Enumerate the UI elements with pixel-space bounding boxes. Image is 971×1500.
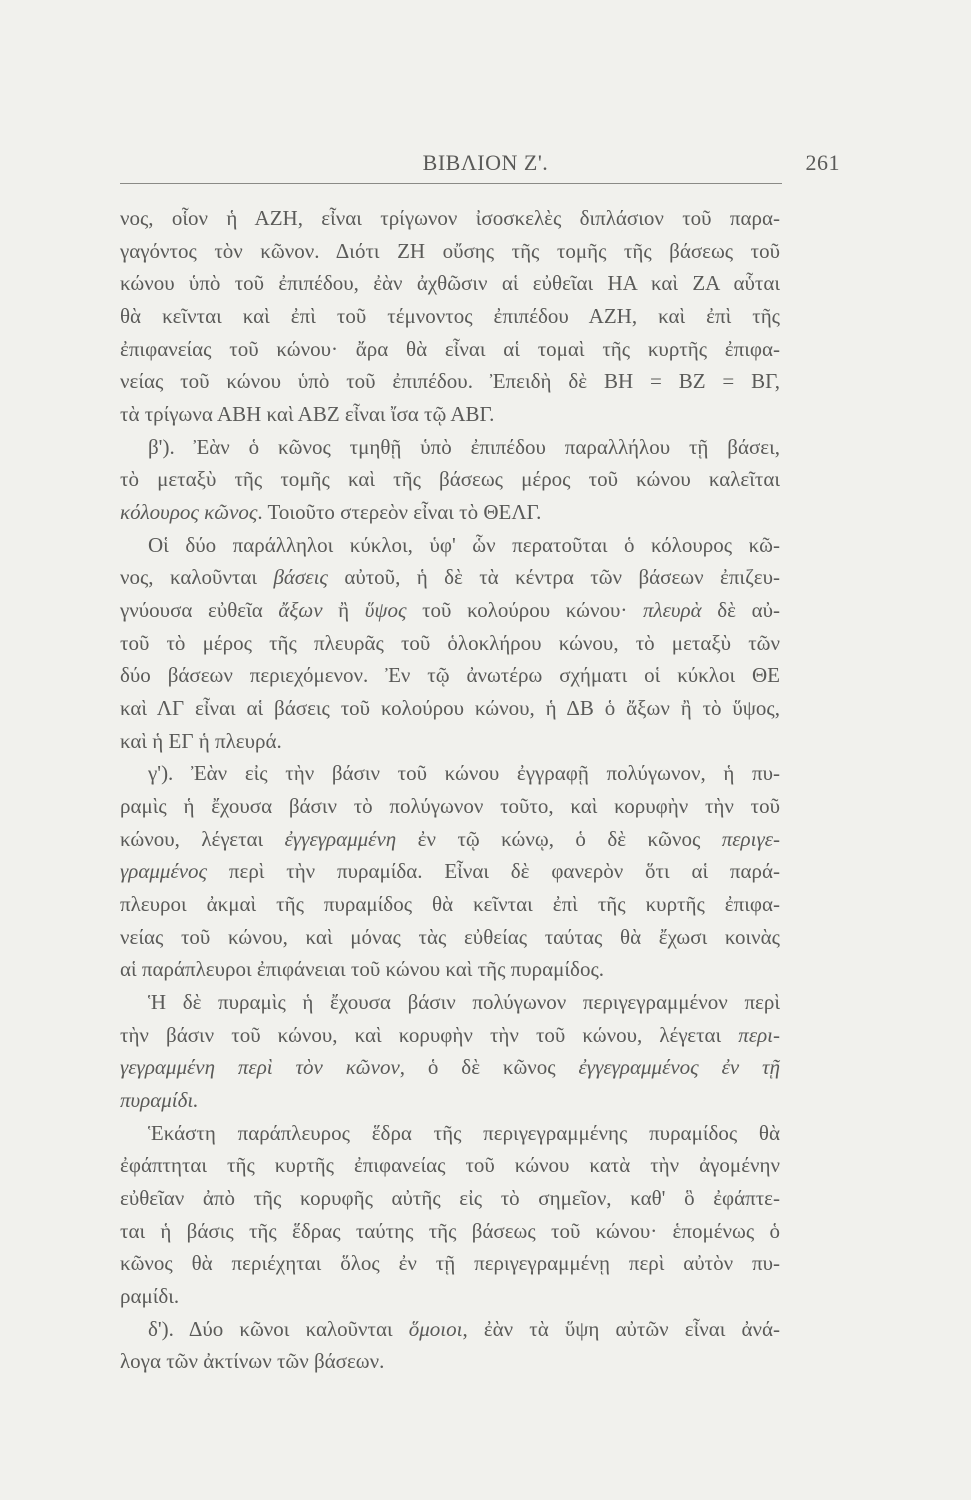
text-line bbox=[120, 1280, 780, 1312]
text-line bbox=[120, 594, 780, 626]
text-run: κῶνος θὰ περιέχηται ὅλος ἐν τῇ περιγεγραμμένῃ περὶ αὐτὸν πυ- bbox=[120, 1251, 780, 1276]
text-line bbox=[120, 692, 780, 724]
text-run: περὶ τὴν πυραμίδα. Εἶναι δὲ φανερὸν ὅτι αἱ παρά- bbox=[207, 859, 780, 884]
text-run: ἐφάπτηται τῆς κυρτῆς ἐπιφανείας τοῦ κώνου κατὰ τὴν ἀγομένην bbox=[120, 1153, 780, 1178]
text-line bbox=[120, 627, 780, 659]
text-run: ραμίδι. bbox=[120, 1284, 180, 1309]
text-run: τοῦ κολούρου κώνου· bbox=[406, 598, 644, 623]
text-run: δ'). Δύο κῶνοι καλοῦνται bbox=[148, 1316, 409, 1341]
italic-term: περιγε- bbox=[721, 826, 780, 851]
text-run: Ἡ δὲ πυραμὶς ἡ ἔχουσα βάσιν πολύγωνον περιγεγραμμένον περὶ bbox=[148, 990, 780, 1015]
text-run: γ'). Ἐὰν εἰς τὴν βάσιν τοῦ κώνου ἐγγραφῇ πολύγωνον, ἡ πυ- bbox=[148, 761, 780, 786]
italic-term: ὕψος bbox=[364, 598, 407, 623]
text-run: ἐπιφανείας τοῦ κώνου· ἄρα θὰ εἶναι αἱ τομαὶ τῆς κυρτῆς ἐπιφα- bbox=[120, 336, 780, 361]
text-run: δύο βάσεων περιεχόμενον. Ἐν τῷ ἀνωτέρω σχήματι οἱ κύκλοι ΘΕ bbox=[120, 663, 780, 688]
text-line bbox=[120, 1215, 780, 1247]
text-line bbox=[120, 855, 780, 887]
text-run: κώνου ὑπὸ τοῦ ἐπιπέδου, ἐὰν ἀχθῶσιν αἱ εὐθεῖαι ΗΑ καὶ ΖΑ αὗται bbox=[120, 271, 780, 296]
text-line bbox=[120, 333, 780, 365]
text-run: τὰ τρίγωνα ΑΒΗ καὶ ΑΒΖ εἶναι ἴσα τῷ ΑΒΓ. bbox=[120, 402, 495, 427]
text-line bbox=[148, 757, 780, 789]
text-run: νος, καλοῦνται bbox=[120, 565, 274, 590]
text-line bbox=[120, 1149, 780, 1181]
text-run: θὰ κεῖνται καὶ ἐπὶ τοῦ τέμνοντος ἐπιπέδου ΑΖΗ, καὶ ἐπὶ τῆς bbox=[120, 304, 780, 328]
text-run: ἐν τῷ κώνῳ, ὁ δὲ κῶνος bbox=[396, 826, 722, 851]
text-run: ἢ bbox=[322, 598, 365, 623]
text-line bbox=[120, 398, 780, 430]
text-line bbox=[120, 267, 780, 299]
text-line bbox=[120, 365, 780, 397]
text-line bbox=[120, 202, 780, 234]
text-line bbox=[120, 1247, 780, 1279]
text-run: , ὁ δὲ κῶνος bbox=[399, 1055, 579, 1080]
text-line bbox=[120, 953, 780, 985]
text-run: ραμὶς ἡ ἔχουσα βάσιν τὸ πολύγωνον τοῦτο, καὶ κορυφὴν τὴν τοῦ bbox=[120, 794, 780, 819]
text-line bbox=[120, 888, 780, 920]
text-run: πλευροι ἀκμαὶ τῆς πυραμίδος θὰ κεῖνται ἐπὶ τῆς κυρτῆς ἐπιφα- bbox=[120, 892, 780, 917]
italic-term: ἐγγεγραμμένος ἐν τῇ bbox=[578, 1055, 780, 1080]
text-run: λογα τῶν ἀκτίνων τῶν βάσεων. bbox=[120, 1349, 385, 1374]
text-line bbox=[120, 463, 780, 495]
italic-term: γεγραμμένη περὶ τὸν κῶνον bbox=[120, 1055, 400, 1080]
text-line bbox=[120, 496, 780, 528]
text-line bbox=[120, 1084, 780, 1116]
text-line bbox=[120, 921, 780, 953]
text-line bbox=[120, 561, 780, 593]
text-line bbox=[148, 1313, 780, 1345]
text-run: εὐθεῖαν ἀπὸ τῆς κορυφῆς αὐτῆς εἰς τὸ σημεῖον, καθ' ὃ ἐφάπτε- bbox=[120, 1186, 780, 1211]
text-line bbox=[120, 725, 780, 757]
text-run: , ἐὰν τὰ ὕψη αὐτῶν εἶναι ἀνά- bbox=[462, 1316, 780, 1341]
text-line bbox=[120, 1182, 780, 1214]
text-line bbox=[120, 1051, 780, 1083]
page-number: 261 bbox=[805, 150, 840, 175]
italic-term: κόλουρος κῶνος bbox=[120, 500, 258, 525]
running-header-title: ΒΙΒΛΙΟΝ Ζ'. bbox=[422, 150, 549, 175]
text-line bbox=[120, 659, 780, 691]
text-run: ται ἡ βάσις τῆς ἕδρας ταύτης τῆς βάσεως τοῦ κώνου· ἑπομένως ὁ bbox=[120, 1218, 780, 1243]
text-run: β'). Ἐὰν ὁ κῶνος τμηθῇ ὑπὸ ἐπιπέδου παραλλήλου τῇ βάσει, bbox=[148, 434, 780, 459]
text-run: τοῦ τὸ μέρος τῆς πλευρᾶς τοῦ ὁλοκλήρου κώνου, τὸ μεταξὺ τῶν bbox=[120, 630, 780, 655]
italic-term: ὅμοιοι bbox=[408, 1316, 463, 1341]
text-run: νείας τοῦ κώνου, καὶ μόνας τὰς εὐθείας ταύτας θὰ ἔχωσι κοινὰς bbox=[120, 924, 780, 949]
italic-term: πλευρὰ bbox=[643, 598, 702, 623]
text-line bbox=[120, 1345, 780, 1377]
text-run: αὐτοῦ, ἡ δὲ τὰ κέντρα τῶν βάσεων ἐπιζευ- bbox=[327, 565, 780, 590]
text-run: νος, οἷον ἡ ΑΖΗ, εἶναι τρίγωνον ἰσοσκελὲς διπλάσιον τοῦ παρα- bbox=[120, 206, 780, 230]
text-run: γνύουσα εὐθεῖα bbox=[120, 598, 279, 623]
italic-term: ἐγγεγραμμένη bbox=[284, 826, 397, 851]
italic-term: γραμμένος bbox=[120, 859, 208, 884]
text-run: καὶ ἡ ΕΓ ἡ πλευρά. bbox=[120, 728, 282, 753]
text-line bbox=[120, 235, 780, 267]
text-run: δὲ αὐ- bbox=[701, 598, 781, 623]
text-run: Ἑκάστη παράπλευρος ἕδρα τῆς περιγεγραμμένης πυραμίδος θὰ bbox=[148, 1120, 780, 1145]
text-run: τὸ μεταξὺ τῆς τομῆς καὶ τῆς βάσεως μέρος τοῦ κώνου καλεῖται bbox=[120, 467, 780, 492]
text-line bbox=[120, 1019, 780, 1051]
text-line bbox=[148, 529, 780, 561]
italic-term: περι- bbox=[738, 1022, 780, 1047]
text-run: κώνου, λέγεται bbox=[120, 826, 285, 851]
text-line bbox=[148, 431, 780, 463]
text-run: . Τοιοῦτο στερεὸν εἶναι τὸ ΘΕΛΓ. bbox=[257, 500, 542, 525]
text-line bbox=[148, 986, 780, 1018]
text-line bbox=[120, 790, 780, 822]
header-rule bbox=[120, 183, 782, 184]
text-run: αἱ παράπλευροι ἐπιφάνειαι τοῦ κώνου καὶ τῆς πυραμίδος. bbox=[120, 957, 605, 982]
italic-term: βάσεις bbox=[273, 565, 328, 590]
text-line bbox=[120, 300, 780, 332]
text-line bbox=[120, 823, 780, 855]
text-run: νείας τοῦ κώνου ὑπὸ τοῦ ἐπιπέδου. Ἐπειδὴ δὲ ΒΗ = ΒΖ = ΒΓ, bbox=[120, 369, 780, 394]
italic-term: πυραμίδι. bbox=[120, 1088, 199, 1113]
text-run: Οἱ δύο παράλληλοι κύκλοι, ὑφ' ὧν περατοῦται ὁ κόλουρος κῶ- bbox=[148, 532, 780, 557]
text-line bbox=[148, 1117, 780, 1149]
text-run: καὶ ΛΓ εἶναι αἱ βάσεις τοῦ κολούρου κώνου, ἡ ΔΒ ὁ ἄξων ἢ τὸ ὕψος, bbox=[120, 696, 780, 721]
text-run: τὴν βάσιν τοῦ κώνου, καὶ κορυφὴν τὴν τοῦ κώνου, λέγεται bbox=[120, 1022, 739, 1047]
italic-term: ἄξων bbox=[278, 598, 323, 623]
text-run: γαγόντος τὸν κῶνον. Διότι ΖΗ οὔσης τῆς τομῆς τῆς βάσεως τοῦ bbox=[120, 238, 780, 263]
